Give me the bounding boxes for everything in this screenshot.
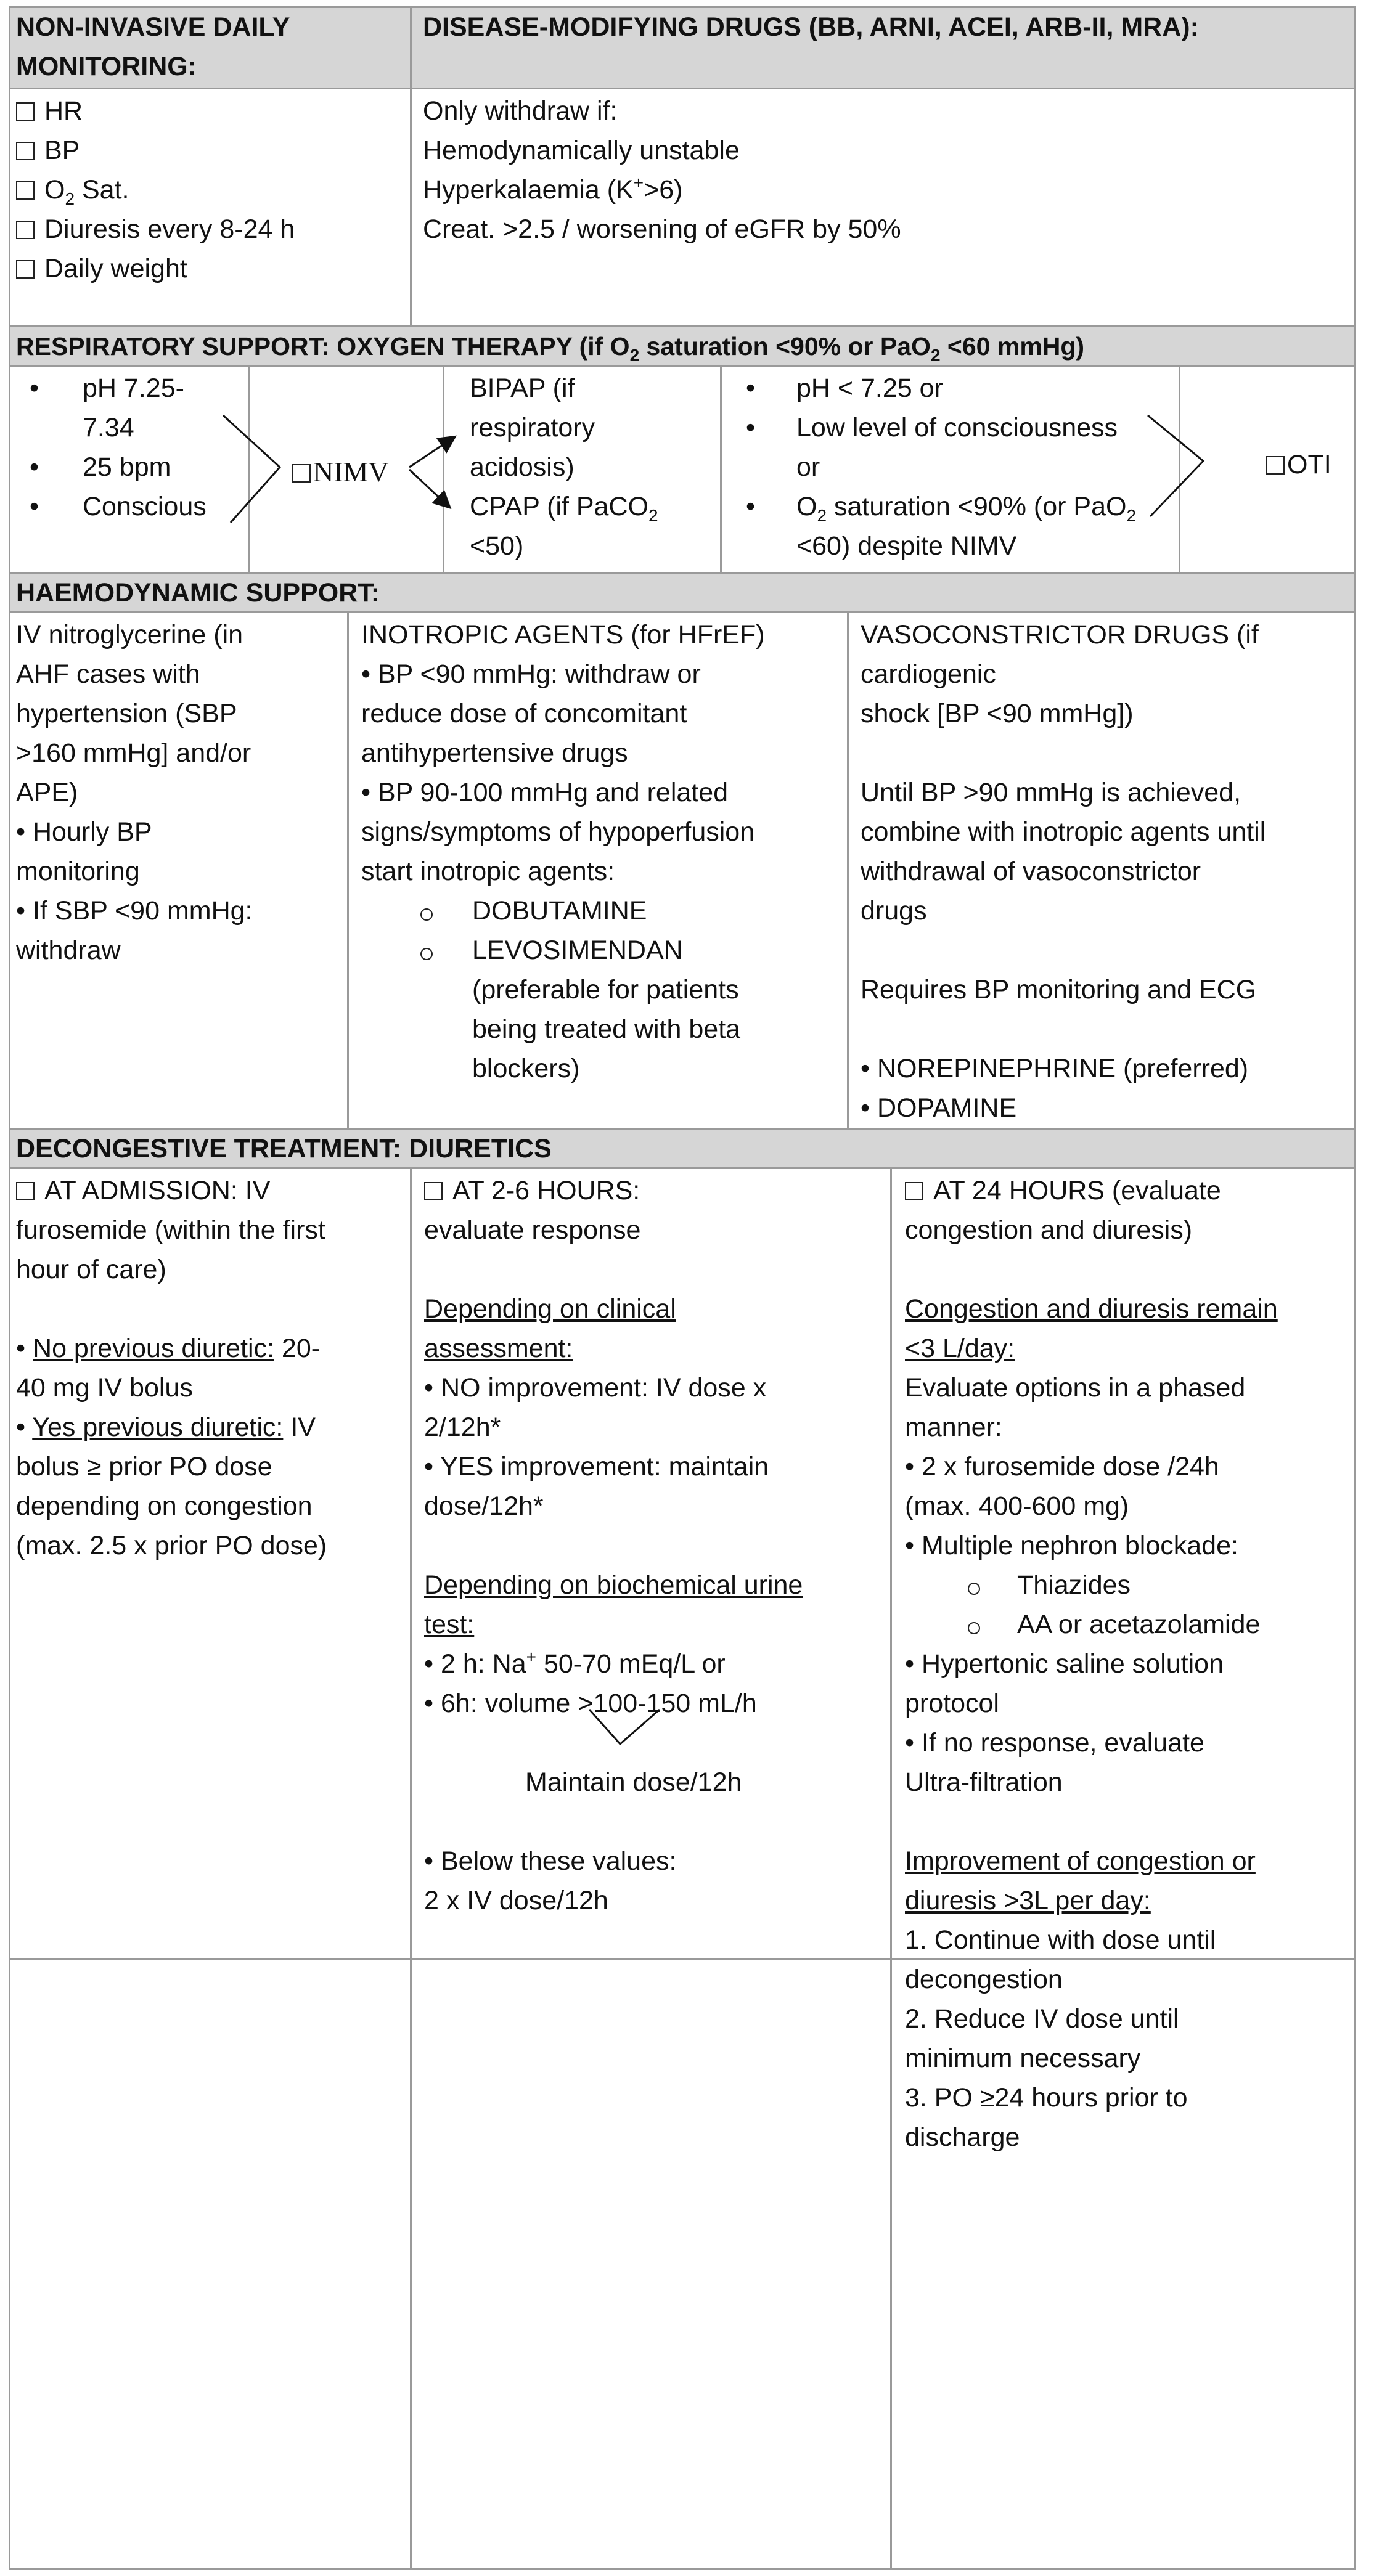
nitro-line: AHF cases with: [16, 659, 200, 689]
hours-24-line: 3. PO ≥24 hours prior to: [905, 2083, 1188, 2113]
resp-left-bullet: Conscious: [83, 492, 207, 521]
hours-24-line: diuresis >3L per day:: [905, 1886, 1151, 1915]
decongestive-header: DECONGESTIVE TREATMENT: DIURETICS: [16, 1134, 552, 1164]
cpap-line: <50): [470, 531, 524, 561]
inotropic-line: signs/symptoms of hypoperfusion: [361, 817, 755, 847]
dmd-line: Hyperkalaemia (K+>6): [423, 173, 683, 205]
maintain-dose: Maintain dose/12h: [525, 1767, 742, 1797]
vasoconstrictor-line: drugs: [861, 896, 927, 926]
hours-24-line: discharge: [905, 2122, 1020, 2152]
inotropic-line: reduce dose of concomitant: [361, 699, 687, 728]
hours-2-6-line: 2 x IV dose/12h: [424, 1886, 608, 1915]
oti-option: OTI: [1266, 445, 1331, 484]
hours-2-6-line: • YES improvement: maintain: [424, 1452, 769, 1482]
vasoconstrictor-line: Requires BP monitoring and ECG: [861, 975, 1257, 1005]
vasoconstrictor-line: Until BP >90 mmHg is achieved,: [861, 778, 1241, 807]
cpap-line: CPAP (if PaCO$_2$: [470, 492, 658, 525]
hours-2-6-line: • Below these values:: [424, 1846, 677, 1876]
inotropic-sub: LEVOSIMENDAN: [472, 935, 683, 965]
resp-right-bullet: Low level of consciousness: [796, 413, 1118, 442]
hours-2-6-line: Depending on biochemical urine: [424, 1570, 803, 1600]
admission-line: depending on congestion: [16, 1491, 313, 1521]
admission-line: furosemide (within the first: [16, 1215, 325, 1245]
bullet: •: [30, 452, 39, 482]
admission-line: 40 mg IV bolus: [16, 1373, 193, 1403]
bullet: •: [30, 373, 39, 403]
admission-line: • No previous diuretic: 20-: [16, 1334, 321, 1363]
hours-24-line: Ultra-filtration: [905, 1767, 1063, 1797]
vasoconstrictor-line: shock [BP <90 mmHg]): [861, 699, 1134, 728]
inotropic-line: • BP 90-100 mmHg and related: [361, 778, 729, 807]
bipap-line: respiratory: [470, 413, 595, 442]
monitoring-item-weight: Daily weight: [16, 249, 187, 288]
monitoring-item-bp: BP: [16, 131, 80, 170]
hours-2-6-line: Depending on clinical: [424, 1294, 676, 1324]
dmd-line: Creat. >2.5 / worsening of eGFR by 50%: [423, 214, 901, 244]
monitoring-item-diuresis: Diuresis every 8-24 h: [16, 210, 295, 249]
resp-right-bullet: $O_2$ saturation <90% (or PaO$_2$: [796, 492, 1137, 525]
nitro-line: monitoring: [16, 857, 140, 886]
hours-24-sub: Thiazides: [1017, 1570, 1131, 1600]
hours-24-line: • Hypertonic saline solution: [905, 1649, 1224, 1679]
admission-line: • Yes previous diuretic: IV: [16, 1412, 316, 1442]
monitoring-item-hr: HR: [16, 91, 83, 131]
vasoconstrictor-line: • NOREPINEPHRINE (preferred): [861, 1054, 1249, 1083]
vasoconstrictor-line: combine with inotropic agents until: [861, 817, 1266, 847]
bullet: •: [746, 413, 756, 442]
hours-24-line: decongestion: [905, 1965, 1063, 1994]
hours-24-line: 2. Reduce IV dose until: [905, 2004, 1179, 2034]
dmd-line: Only withdraw if:: [423, 96, 618, 126]
hours-2-6-line: evaluate response: [424, 1215, 641, 1245]
inotropic-line: start inotropic agents:: [361, 857, 615, 886]
hours-24-line: • Multiple nephron blockade:: [905, 1531, 1238, 1560]
admission-line: AT ADMISSION: IV: [16, 1171, 270, 1210]
resp-right-bullet: <60) despite NIMV: [796, 531, 1017, 561]
bullet: •: [746, 373, 756, 403]
admission-line: bolus ≥ prior PO dose: [16, 1452, 272, 1482]
hours-2-6-line: assessment:: [424, 1334, 573, 1363]
resp-right-bullet: or: [796, 452, 820, 482]
hours-2-6-line: dose/12h*: [424, 1491, 544, 1521]
nitro-line: IV nitroglycerine (in: [16, 620, 243, 650]
hours-2-6-line: • 6h: volume >100-150 mL/h: [424, 1689, 757, 1718]
resp-left-bullet: 7.34: [83, 413, 134, 442]
monitoring-header-line2: MONITORING:: [16, 52, 197, 81]
arrow-icon: [409, 470, 449, 507]
bullet: •: [30, 492, 39, 521]
hours-24-line: manner:: [905, 1412, 1002, 1442]
converge-icon: [589, 1710, 660, 1744]
admission-line: (max. 2.5 x prior PO dose): [16, 1531, 327, 1560]
nitro-line: withdraw: [16, 935, 121, 965]
respiratory-header: RESPIRATORY SUPPORT: OXYGEN THERAPY (if $O_2$ saturation <90% or PaO$_2$ <60 mmHg): [16, 332, 1085, 365]
inotropic-line: INOTROPIC AGENTS (for HFrEF): [361, 620, 765, 650]
nitro-line: APE): [16, 778, 78, 807]
inotropic-sub: DOBUTAMINE: [472, 896, 647, 926]
bipap-line: BIPAP (if: [470, 373, 575, 403]
monitoring-item-o2: $O_2$ Sat.: [16, 170, 129, 213]
vasoconstrictor-line: withdrawal of vasoconstrictor: [861, 857, 1201, 886]
inotropic-sub: being treated with beta: [472, 1014, 741, 1044]
hours-24-line: 1. Continue with dose until: [905, 1925, 1216, 1955]
protocol-table: [9, 6, 1356, 2570]
hours-24-line: protocol: [905, 1689, 999, 1718]
bracket-icon: [1148, 415, 1203, 516]
connector-lines: [9, 6, 1356, 2570]
disease-modifying-header: DISEASE-MODIFYING DRUGS (BB, ARNI, ACEI, ARB-II, MRA):: [423, 12, 1199, 42]
resp-right-bullet: pH < 7.25 or: [796, 373, 943, 403]
resp-left-bullet: pH 7.25-: [83, 373, 184, 403]
resp-left-bullet: 25 bpm: [83, 452, 171, 482]
nitro-line: • If SBP <90 mmHg:: [16, 896, 253, 926]
hours-2-6-line: 2/12h*: [424, 1412, 501, 1442]
arrow-icon: [409, 438, 454, 467]
hours-2-6-line: AT 2-6 HOURS:: [424, 1171, 640, 1210]
vasoconstrictor-line: cardiogenic: [861, 659, 996, 689]
hours-24-line: Improvement of congestion or: [905, 1846, 1256, 1876]
hours-24-line: congestion and diuresis): [905, 1215, 1193, 1245]
hours-24-line: Congestion and diuresis remain: [905, 1294, 1278, 1324]
hours-2-6-line: • 2 h: Na+ 50-70 mEq/L or: [424, 1647, 726, 1679]
hours-24-sub: AA or acetazolamide: [1017, 1610, 1261, 1639]
nitro-line: • Hourly BP: [16, 817, 152, 847]
admission-line: hour of care): [16, 1255, 166, 1284]
nitro-line: hypertension (SBP: [16, 699, 237, 728]
monitoring-header-line1: NON-INVASIVE DAILY: [16, 12, 290, 42]
inotropic-line: • BP <90 mmHg: withdraw or: [361, 659, 701, 689]
hours-24-line: • 2 x furosemide dose /24h: [905, 1452, 1219, 1482]
hours-2-6-line: test:: [424, 1610, 475, 1639]
hours-24-line: AT 24 HOURS (evaluate: [905, 1171, 1221, 1210]
hours-2-6-line: • NO improvement: IV dose x: [424, 1373, 767, 1403]
inotropic-sub: (preferable for patients: [472, 975, 739, 1005]
haemodynamic-header: HAEMODYNAMIC SUPPORT:: [16, 578, 380, 608]
nimv-option: NIMV: [292, 452, 389, 492]
bullet: •: [746, 492, 756, 521]
inotropic-sub: blockers): [472, 1054, 580, 1083]
dmd-line: Hemodynamically unstable: [423, 136, 740, 165]
hours-24-line: minimum necessary: [905, 2044, 1141, 2073]
hours-24-line: Evaluate options in a phased: [905, 1373, 1246, 1403]
bracket-icon: [223, 415, 280, 523]
hours-24-line: (max. 400-600 mg): [905, 1491, 1129, 1521]
vasoconstrictor-line: VASOCONSTRICTOR DRUGS (if: [861, 620, 1259, 650]
hours-24-line: <3 L/day:: [905, 1334, 1015, 1363]
hours-24-line: • If no response, evaluate: [905, 1728, 1204, 1758]
bipap-line: acidosis): [470, 452, 575, 482]
nitro-line: >160 mmHg] and/or: [16, 738, 251, 768]
vasoconstrictor-line: • DOPAMINE: [861, 1093, 1017, 1123]
inotropic-line: antihypertensive drugs: [361, 738, 628, 768]
